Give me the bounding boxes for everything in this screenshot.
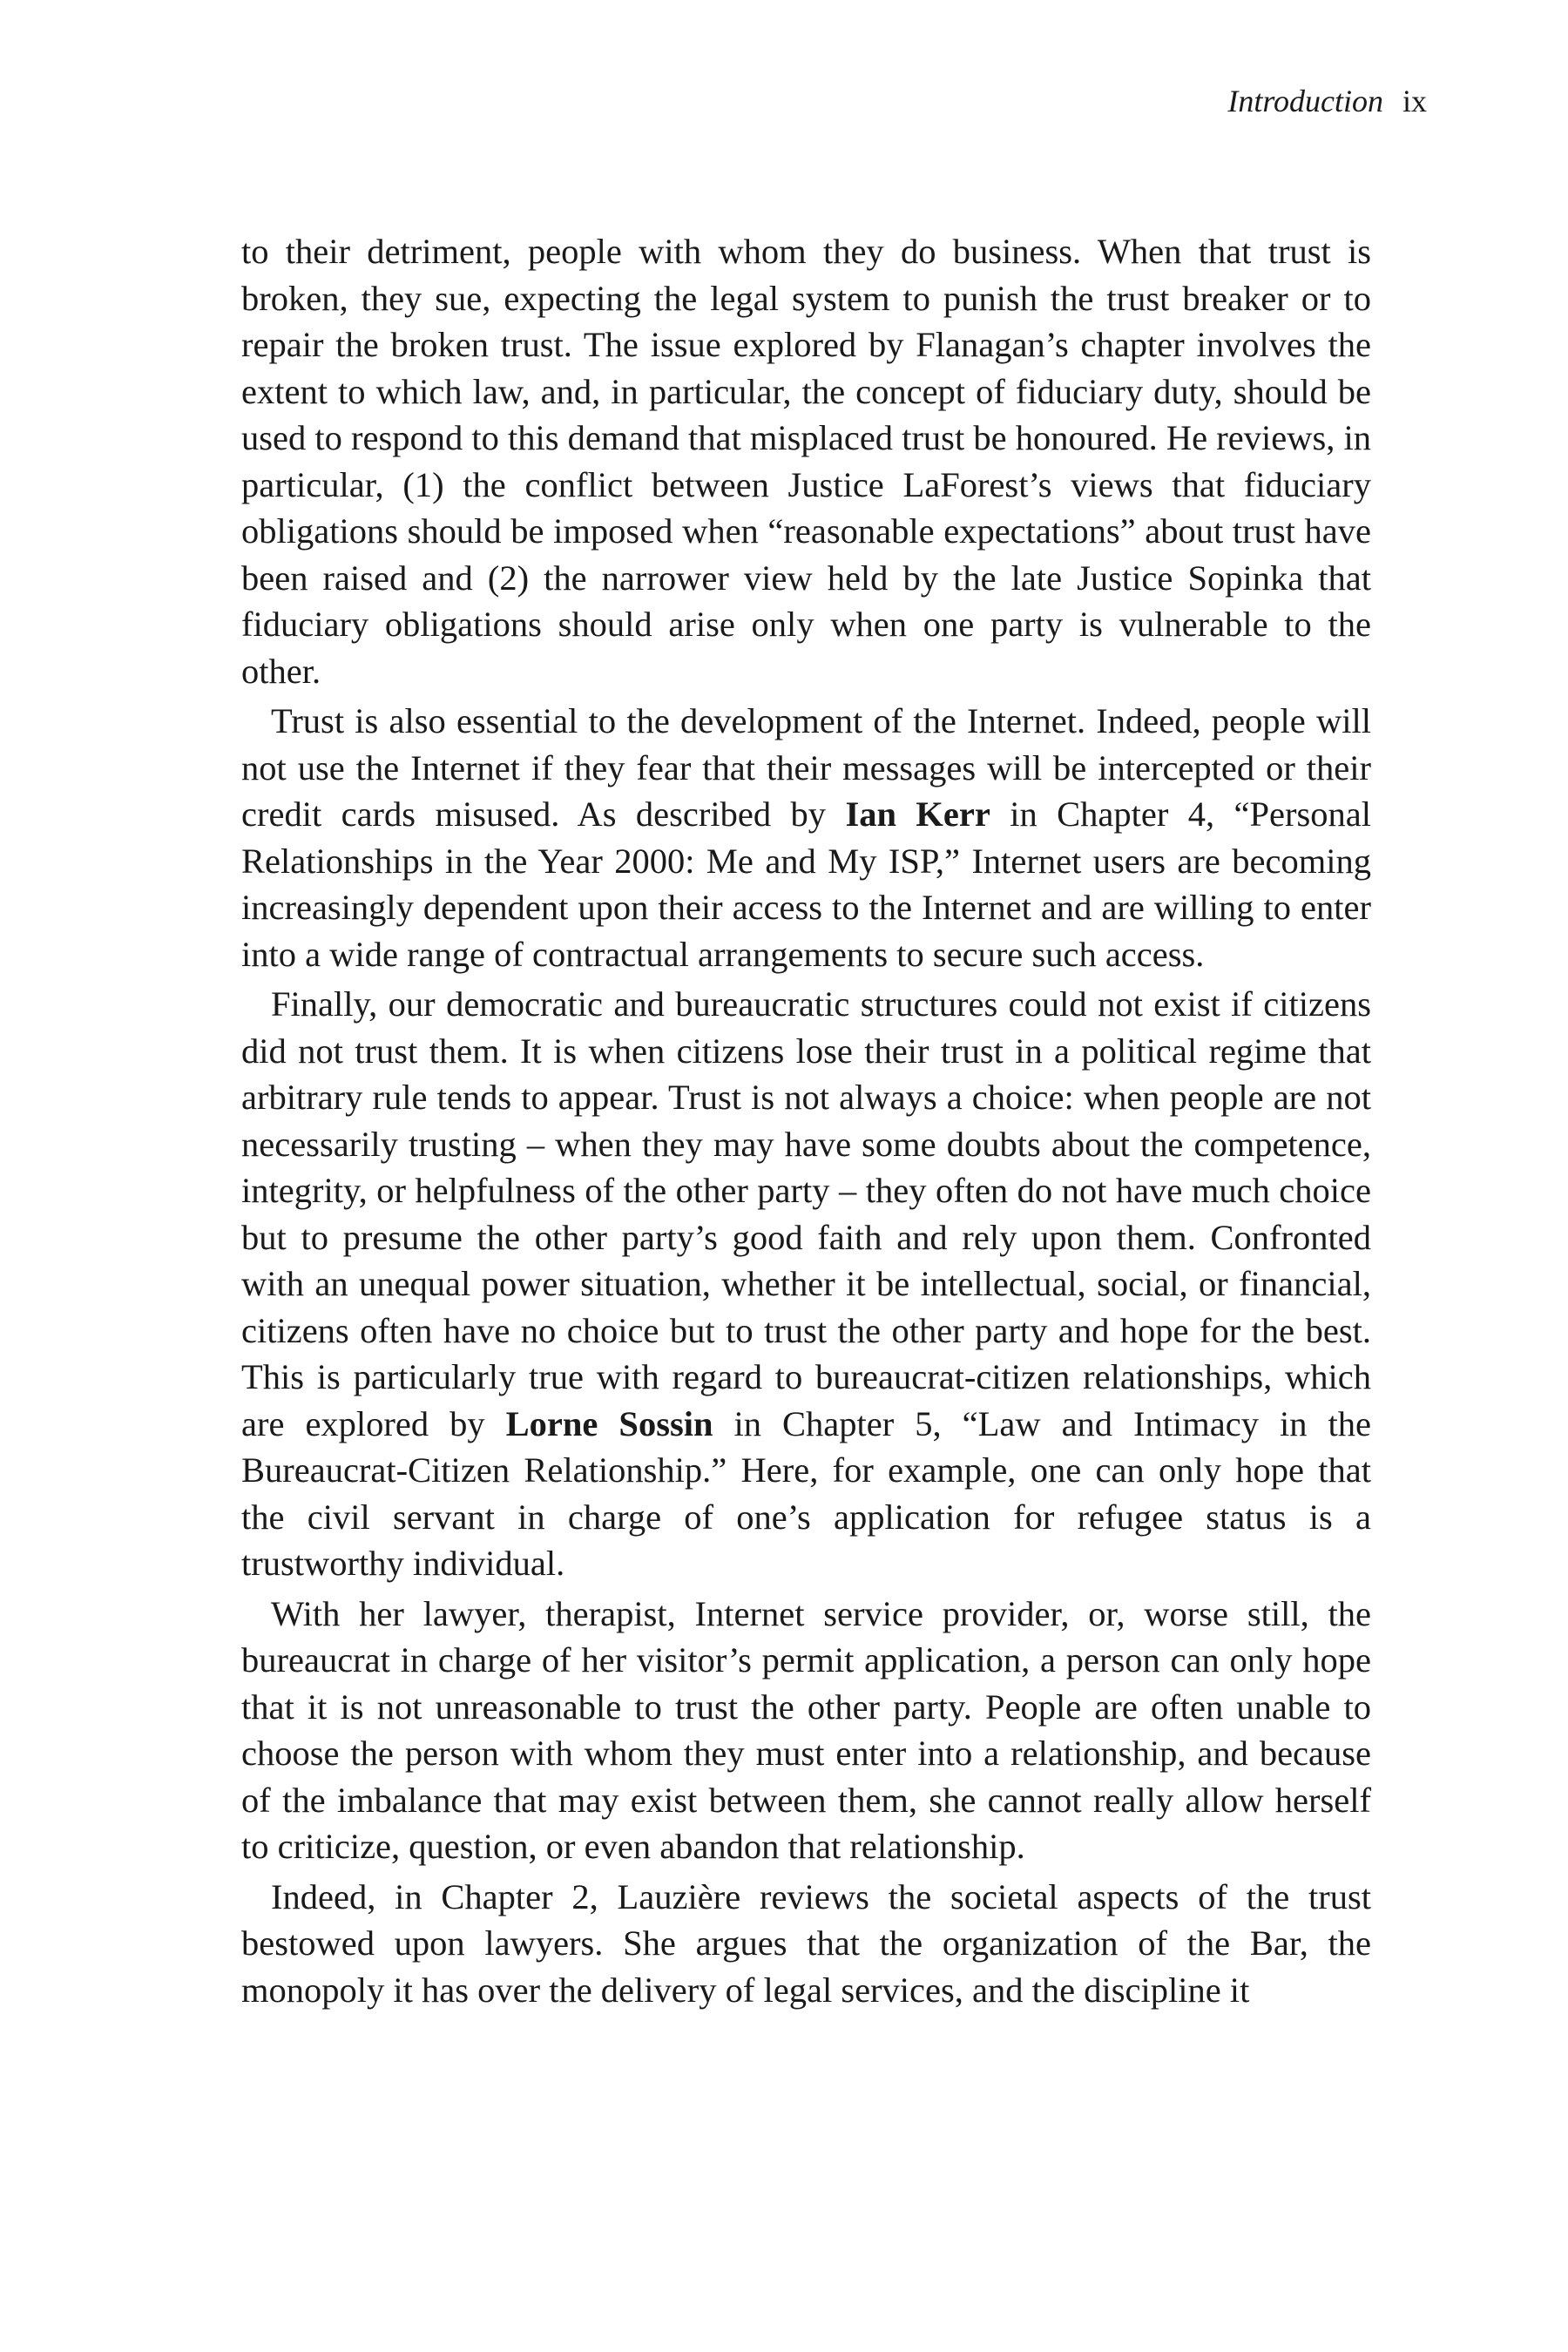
page-number: ix bbox=[1402, 84, 1427, 118]
paragraph-2-text-b: in Chapter 4, “Personal Relationships in the Year 2000: Me and My ISP,” Internet users are becoming increasingly dependent upon their access to the Internet and are willing to enter into a wide range of contractual arrangements to secure such access. bbox=[241, 794, 1371, 974]
paragraph-2-text-a: Trust is also essential to the development of the Internet. Indeed, people will not use the Internet if they fear that their messages will be intercepted or their credit cards misused. As described by bbox=[241, 701, 1371, 834]
paragraph-3-text-b: in Chapter 5, “Law and Intimacy in the Bureaucrat-Citizen Relationship.” Here, for example, one can only hope that the civil servant in charge of one’s application for refugee status is a trustworthy individual. bbox=[241, 1403, 1372, 1583]
paragraph-2 bbox=[241, 698, 1371, 977]
running-head-title: Introduction bbox=[1227, 84, 1383, 118]
body-text bbox=[241, 228, 1371, 2013]
paragraph-5: Indeed, in Chapter 2, Lauzière reviews the societal aspects of the trust bestowed upon lawyers. She argues that the organization of the Bar, the monopoly it has over the delivery of legal services, and the discipline it bbox=[241, 1876, 1371, 2010]
paragraph-3-text-a: Finally, our democratic and bureaucratic structures could not exist if citizens did not trust them. It is when citizens lose their trust in a political regime that arbitrary rule tends to appear. Trust is not always a choice: when people are not necessarily trusting – when they may have some doubts about the competence, integrity, or helpfulness of the other party – they often do not have much choice but to presume the other party’s good faith and rely upon them. Confronted with an unequal power situation, whether it be intellectual, social, or financial, citizens often have no choice but to trust the other party and hope for the best. This is particularly true with regard to bureaucrat-citizen relationships, which are explored by bbox=[241, 984, 1371, 1443]
author-name-kerr: Ian Kerr bbox=[845, 794, 990, 834]
author-name-sossin: Lorne Sossin bbox=[505, 1403, 713, 1443]
running-head bbox=[1227, 82, 1427, 120]
paragraph-3 bbox=[241, 981, 1371, 1587]
paragraph-4: With her lawyer, therapist, Internet service provider, or, worse still, the bureaucrat in charge of her visitor’s permit application, a person can only hope that it is not unreasonable to trust the other party. People are often unable to choose the person with whom they must enter into a relationship, and because of the imbalance that may exist between them, she cannot really allow herself to criticize, question, or even abandon that relationship. bbox=[241, 1593, 1371, 1866]
paragraph-1: to their detriment, people with whom they do business. When that trust is broken, they sue, expecting the legal system to punish the trust breaker or to repair the broken trust. The issue explored by Flanagan’s chapter involves the extent to which law, and, in particular, the concept of fiduciary duty, should be used to respond to this demand that misplaced trust be honoured. He reviews, in particular, (1) the conflict between Justice LaForest’s views that fiduciary obligations should be imposed when “reasonable expectations” about trust have been raised and (2) the narrower view held by the late Justice Sopinka that fiduciary obligations should arise only when one party is vulnerable to the other. bbox=[241, 232, 1371, 691]
